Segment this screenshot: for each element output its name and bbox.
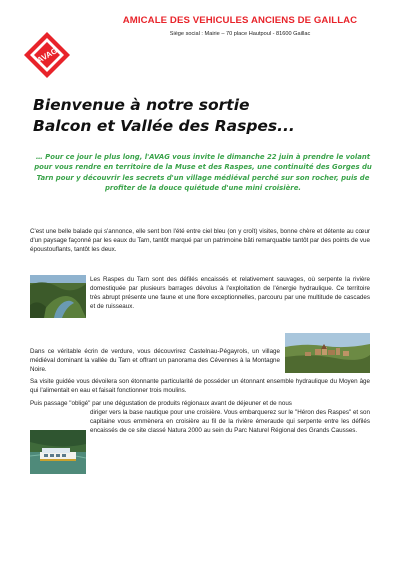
association-address: Siège social : Mairie – 70 place Hautpoul - 81600 Gaillac (169, 31, 311, 37)
paragraph-croisiere-line: Puis passage "obligé" par une dégustation de produits régionaux avant de déjeuner et de nous (30, 400, 292, 407)
page-title (33, 95, 373, 137)
paragraph-visite: Sa visite guidée vous dévoilera son étonnante particularité de posséder un étonnant ensemble hydraulique du Moyen âge qui l'alimentait en eau et faisait fonctionner trois moulins. (30, 378, 370, 395)
avag-logo (22, 30, 72, 80)
logo-text: AVAG (35, 46, 59, 65)
paragraph-castelnau: Dans ce véritable écrin de verdure, vous découvrirez Castelnau-Pégayrols, un village médiéval dominant la vallée du Tarn et offrant un panorama des Cévennes à la Montagne Noire. (30, 348, 280, 374)
title-line-2: Balcon et Vallée des Raspes... (33, 117, 295, 135)
boat-photo (30, 430, 86, 474)
gorge-photo (30, 275, 86, 318)
village-photo (285, 333, 370, 373)
association-name: AMICALE DES VEHICULES ANCIENS DE GAILLAC (122, 15, 358, 26)
paragraph-intro: C'est une belle balade qui s'annonce, elle sent bon l'été entre ciel bleu (on y croît) visites, bonne chère et détente au cœur d'un paysage façonné par les eaux du Tarn, tantôt marqué par un patrimoine bâti remarquable tantôt par des points de vue époustouflants, tantôt les deux. (30, 228, 370, 254)
title-line-1: Bienvenue à notre sortie (33, 96, 250, 114)
paragraph-croisiere: diriger vers la base nautique pour une croisière. Vous embarquerez sur le "Héron des Raspes" et son capitaine vous emmènera en croisière au fil de la rivière émeraude qui serpente entre les défilés encaissés de ce site classé Natura 2000 au sein du Parc Naturel Régional des Grands Causses. (90, 409, 370, 435)
intro-text: … Pour ce jour le plus long, l'AVAG vous invite le dimanche 22 juin à prendre le volant pour vous rendre en territoire de la Muse et des Raspes, une continuité des Gorges du Tarn pour y découvrir les secrets d'un village médiéval perché sur son rocher, puis de profiter de la douce quiétude d'une mini croisière. (34, 153, 372, 193)
paragraph-raspes: Les Raspes du Tarn sont des défilés encaissés et relativement sauvages, où serpente la rivière domestiquée par plusieurs barrages dévolus à l'exploitation de l'énergie hydraulique. Ce territoire très abrupt présente une faune et une flore exceptionnelles, parcouru par une multitude de cascades et de ruisseaux. (90, 276, 370, 311)
